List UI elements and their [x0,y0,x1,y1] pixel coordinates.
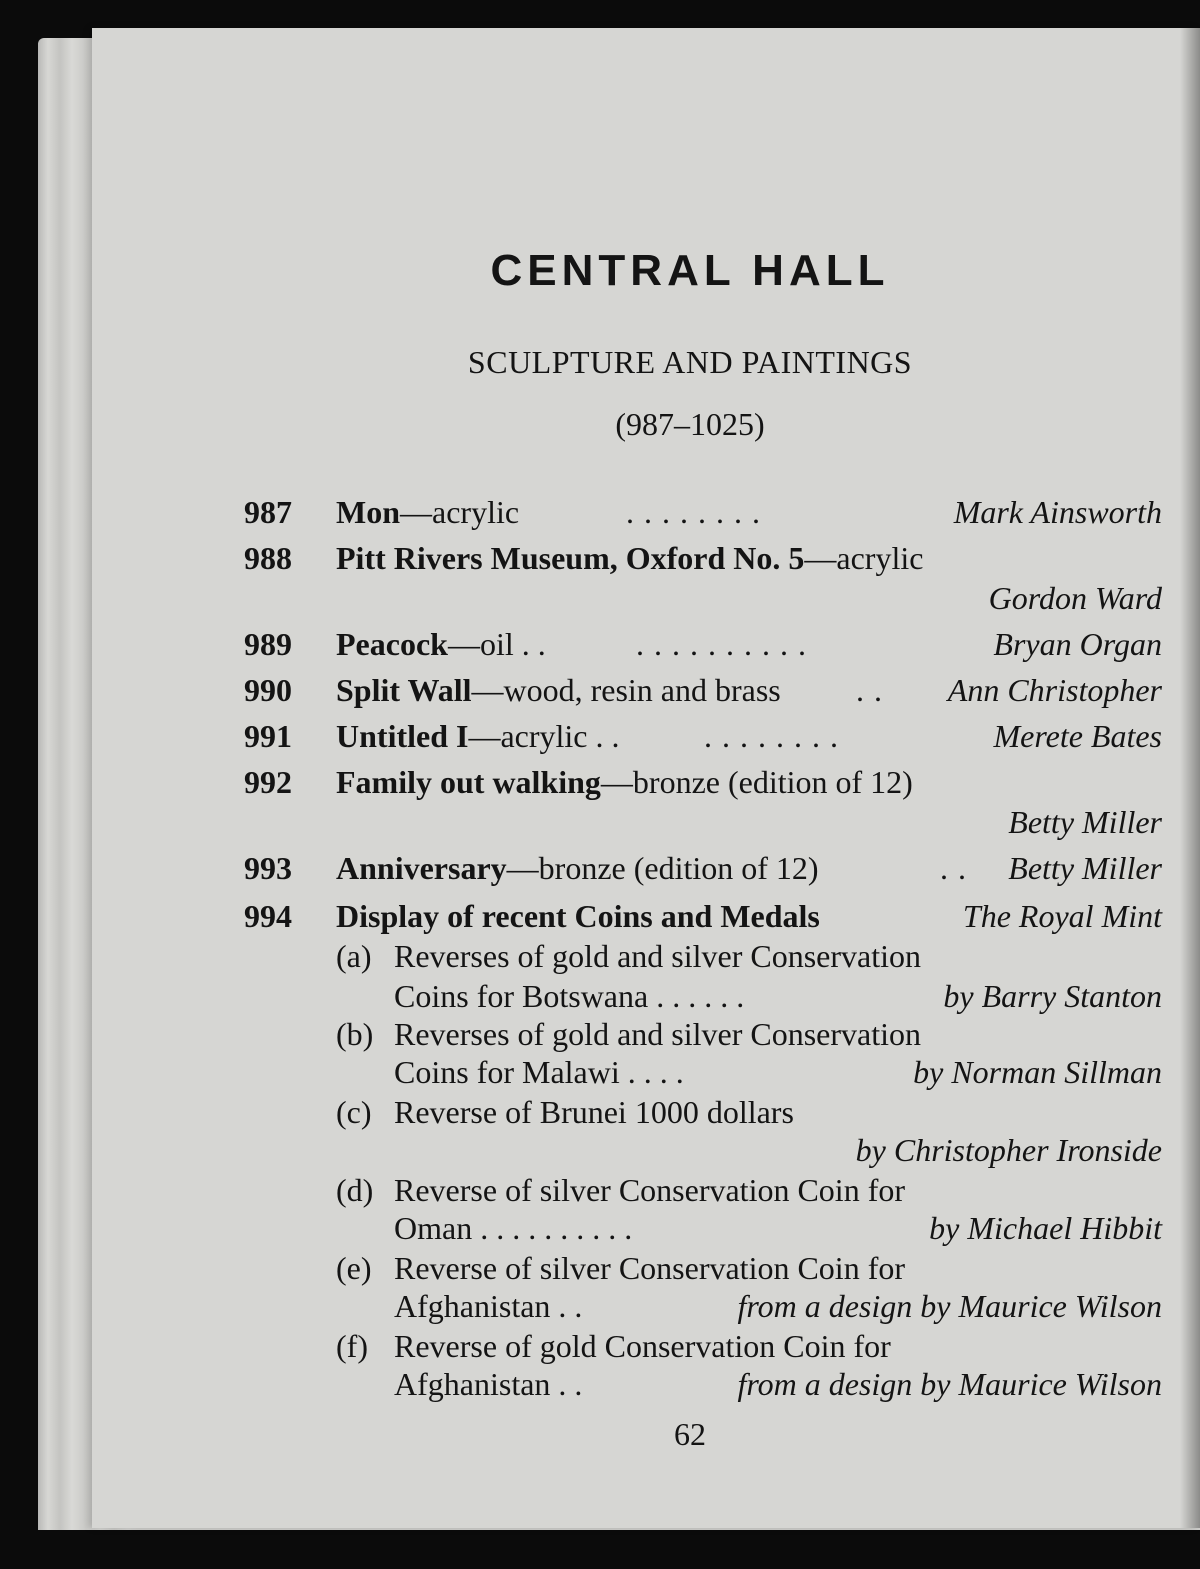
sub-item-line1: Reverse of gold Conservation Coin for [394,1328,891,1364]
sub-item-line1: Reverse of silver Conservation Coin for [394,1250,905,1286]
entry-artist: Merete Bates [993,718,1162,754]
entry-title: Pitt Rivers Museum, Oxford No. 5 [336,540,805,576]
page-title: CENTRAL HALL [490,246,890,295]
sub-item-letter: (c) [336,1094,372,1130]
entry-988-artist-line [336,578,1162,618]
entry-number: 988 [244,540,292,576]
entry-medium: —bronze (edition of 12) [600,764,913,800]
entry-title: Peacock [336,626,448,662]
sub-item-letter: (f) [336,1328,368,1364]
entry-artist: The Royal Mint [962,898,1162,934]
entry-title: Untitled I [336,718,469,754]
entry-number: 994 [244,898,292,934]
entry-artist: Bryan Organ [993,626,1162,662]
sub-item-letter: (b) [336,1016,374,1052]
catalogue-range: (987–1025) [615,406,765,442]
entry-990 [336,670,1162,710]
entry-medium: —acrylic [804,540,924,576]
entry-number: 990 [244,672,292,708]
sub-item-credit: from a design by Maurice Wilson [737,1366,1162,1402]
dot-leader: . . [940,850,967,886]
entry-989 [336,624,1162,664]
sub-item-e-line2 [394,1286,1162,1326]
entry-title: Anniversary [336,850,507,886]
entry-medium: —oil . . [447,626,546,662]
entry-number: 991 [244,718,292,754]
entry-title: Family out walking [336,764,601,800]
sub-item-b-line2 [394,1052,1162,1092]
entry-artist: Gordon Ward [988,580,1162,616]
entry-medium: —acrylic . . [468,718,620,754]
sub-item-credit: by Michael Hibbit [929,1210,1162,1246]
section-subtitle: SCULPTURE AND PAINTINGS [467,344,913,380]
dot-leader: . . . . . . . . . . [636,626,807,662]
sub-item-line1: Reverses of gold and silver Conservation [394,938,921,974]
entry-artist: Betty Miller [1008,850,1162,886]
sub-item-a-line2 [394,976,1162,1016]
entry-992-artist-line [336,802,1162,842]
entry-number: 992 [244,764,292,800]
sub-item-line2: Oman . . . . . . . . . . [394,1210,633,1246]
sub-item-d-line2 [394,1208,1162,1248]
dot-leader: . . . . . . . . [704,718,839,754]
sub-item-line1: Reverses of gold and silver Conservation [394,1016,921,1052]
entry-title: Display of recent Coins and Medals [336,898,820,934]
sub-item-letter: (e) [336,1250,372,1286]
sub-item-line2: Afghanistan . . [394,1288,583,1324]
entry-number: 987 [244,494,292,530]
sub-item-line2: Coins for Malawi . . . . [394,1054,684,1090]
sub-item-letter: (a) [336,938,372,974]
entry-artist: Mark Ainsworth [953,494,1162,530]
page-number: 62 [674,1416,706,1452]
sub-item-line2: Coins for Botswana . . . . . . [394,978,745,1014]
sub-item-line1: Reverse of silver Conservation Coin for [394,1172,905,1208]
entry-992 [336,762,1162,802]
entry-991 [336,716,1162,756]
sub-item-credit: from a design by Maurice Wilson [737,1288,1162,1324]
dot-leader: . . [856,672,883,708]
entry-medium: —acrylic [400,494,520,530]
sub-item-credit: by Christopher Ironside [855,1132,1162,1168]
entry-artist: Ann Christopher [947,672,1162,708]
entry-994 [336,896,1162,936]
sub-item-line1: Reverse of Brunei 1000 dollars [394,1094,794,1130]
sub-item-letter: (d) [336,1172,374,1208]
entry-number: 993 [244,850,292,886]
entry-title: Mon [336,494,400,530]
entry-number: 989 [244,626,292,662]
entry-987 [336,492,1162,532]
sub-item-f-line2 [394,1364,1162,1404]
entry-988 [336,538,1162,578]
entry-993 [336,848,1162,888]
entry-medium: —wood, resin and brass [471,672,781,708]
entry-artist: Betty Miller [1008,804,1162,840]
dot-leader: . . . . . . . . [626,494,761,530]
sub-item-credit: by Norman Sillman [913,1054,1162,1090]
entry-medium: —bronze (edition of 12) [506,850,819,886]
entry-title: Split Wall [336,672,472,708]
sub-item-credit: by Barry Stanton [943,978,1162,1014]
sub-item-line2: Afghanistan . . [394,1366,583,1402]
